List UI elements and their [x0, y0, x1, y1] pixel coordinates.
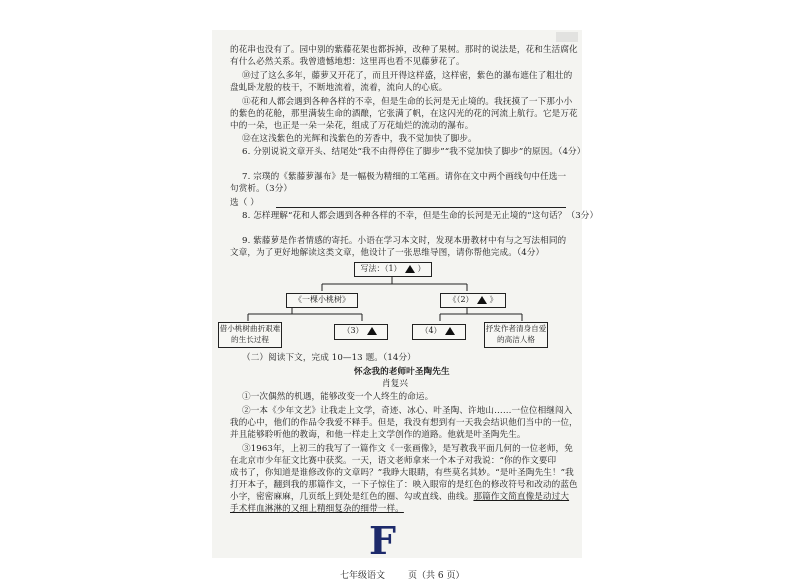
mindmap-right-post: 》	[489, 295, 498, 304]
question-7-choice: 选（ ）	[230, 198, 259, 208]
mindmap-leaf-1: 借小桃树曲折艰难的生长过程	[218, 322, 282, 348]
mindmap-right-pre: 《（2）	[448, 295, 474, 304]
question-7-cont: 句赏析。（3分）	[230, 184, 293, 194]
paragraph-2-line: 我的心中，他们的作品令我爱不释手。但是，我没有想到有一天我会结识他们当中的一位，	[230, 418, 578, 428]
footer-page: 页（共 6 页）	[408, 571, 465, 581]
paragraph-3-line: 在北京市少年征文比赛中获奖。一天，语文老师拿来一个本子对我说：“你的作文要印	[230, 456, 557, 466]
underlined-sentence-cont: 手术样血淋淋的又细上精细复杂的细带一样。	[230, 504, 404, 514]
text-line: ⑩过了这么多年，藤萝又开花了，而且开得这样盛，这样密，紫色的瀑布遮住了粗壮的	[242, 71, 573, 81]
paragraph-3-line: 成书了，你知道是谁修改你的文章吗？”我睁大眼睛，有些莫名其妙。“是叶圣陶先生！”我	[230, 468, 574, 478]
mindmap-leaf-4: 抒发作者清身自爱的高洁人格	[484, 322, 548, 348]
mindmap-root-label: 写法：（1）	[360, 264, 402, 273]
mindmap-leaf-2	[334, 324, 388, 340]
mindmap-right-node	[440, 293, 506, 308]
text-line: 的花串也没有了。园中别的紫藤花架也都拆掉，改种了果树。那时的说法是，花和生活腐化	[230, 45, 578, 55]
mindmap-leaf-3	[412, 324, 466, 340]
mindmap-root: 写法：（1） ）	[354, 262, 432, 277]
watermark-letter: F	[369, 518, 396, 563]
paragraph-2-line: 并且能够聆听他的教诲，和他一样走上文学创作的道路。他就是叶圣陶先生。	[230, 430, 526, 440]
paragraph-3-text: 小字，密密麻麻，几页纸上到处是红色的圈、勾或直线、曲线。	[230, 492, 474, 502]
question-6: 6. 分别说说文章开头、结尾处“我不由得停住了脚步”“我不觉加快了脚步”的原因。（4分）	[242, 147, 586, 157]
paragraph-3-line: 打开本子，翻到我的那篇作文，一下子惊住了：映入眼帘的是红色的修改符号和改动的蓝色	[230, 480, 578, 490]
article-author: 肖复兴	[382, 379, 409, 389]
text-line: 盘虬卧龙般的枝干，不断地流着，流着，流向人的心底。	[230, 83, 448, 93]
question-9: 9. 紫藤萝是作者情感的寄托。小语在学习本文时，发现本册教材中有与之写法相同的	[242, 236, 567, 246]
blank-triangle-icon	[367, 327, 377, 335]
text-line: 中的一朵，也正是一朵一朵花，组成了万花灿烂的流动的瀑布。	[230, 121, 474, 131]
mindmap-leaf-3-label: （4）	[420, 326, 442, 335]
underlined-sentence: 那篇作文简直像是动过大	[473, 492, 570, 502]
scan-smudge	[556, 32, 578, 42]
question-8: 8. 怎样理解“花和人都会遇到各种各样的不幸，但是生命的长河是无止境的”这句话？（3分）	[242, 211, 599, 221]
section-heading: （二）阅读下文，完成 10—13 题。（14分）	[242, 353, 416, 363]
mindmap-leaf-2-label: （3）	[342, 326, 364, 335]
paragraph-2: ②一本《少年文艺》让我走上文学，奇迹、冰心、叶圣陶、许地山……一位位相继闯入	[242, 406, 573, 416]
blank-triangle-icon	[405, 265, 415, 273]
text-line: ⑫在这浅紫色的光辉和浅紫色的芳香中，我不觉加快了脚步。	[242, 134, 477, 144]
mindmap-left-node: 《一棵小桃树》	[286, 293, 358, 308]
footer-subject: 七年级语文	[340, 571, 386, 581]
text-line: 的紫色的花舱，那里满装生命的酒酿，它张满了帆，在这闪光的花的河流上航行。它是万花	[230, 109, 578, 119]
paragraph-1: ①一次偶然的机遇，能够改变一个人终生的命运。	[242, 392, 434, 402]
paragraph-3-line	[230, 491, 569, 503]
paragraph-3: ③1963年，上初三的我写了一篇作文《一张画像》，是写教我平面几何的一位老师，免	[242, 444, 573, 454]
blank-triangle-icon	[445, 327, 455, 335]
text-line: ⑪花和人都会遇到各种各样的不幸，但是生命的长河是无止境的。我抚摸了一下那小小	[242, 97, 573, 107]
blank-triangle-icon	[477, 296, 487, 304]
exam-page	[212, 30, 599, 581]
article-title: 怀念我的老师叶圣陶先生	[354, 367, 450, 377]
question-9-cont: 文章，为了更好地解读这类文章，他设计了一张思维导图，请你帮他完成。（4分）	[230, 248, 545, 258]
question-7: 7. 宗璞的《紫藤萝瀑布》是一幅极为精细的工笔画。请你在文中两个画线句中任选一	[242, 172, 567, 182]
text-line: 有什么必然关系。我曾遗憾地想：这里再也看不见藤萝花了。	[230, 57, 465, 67]
